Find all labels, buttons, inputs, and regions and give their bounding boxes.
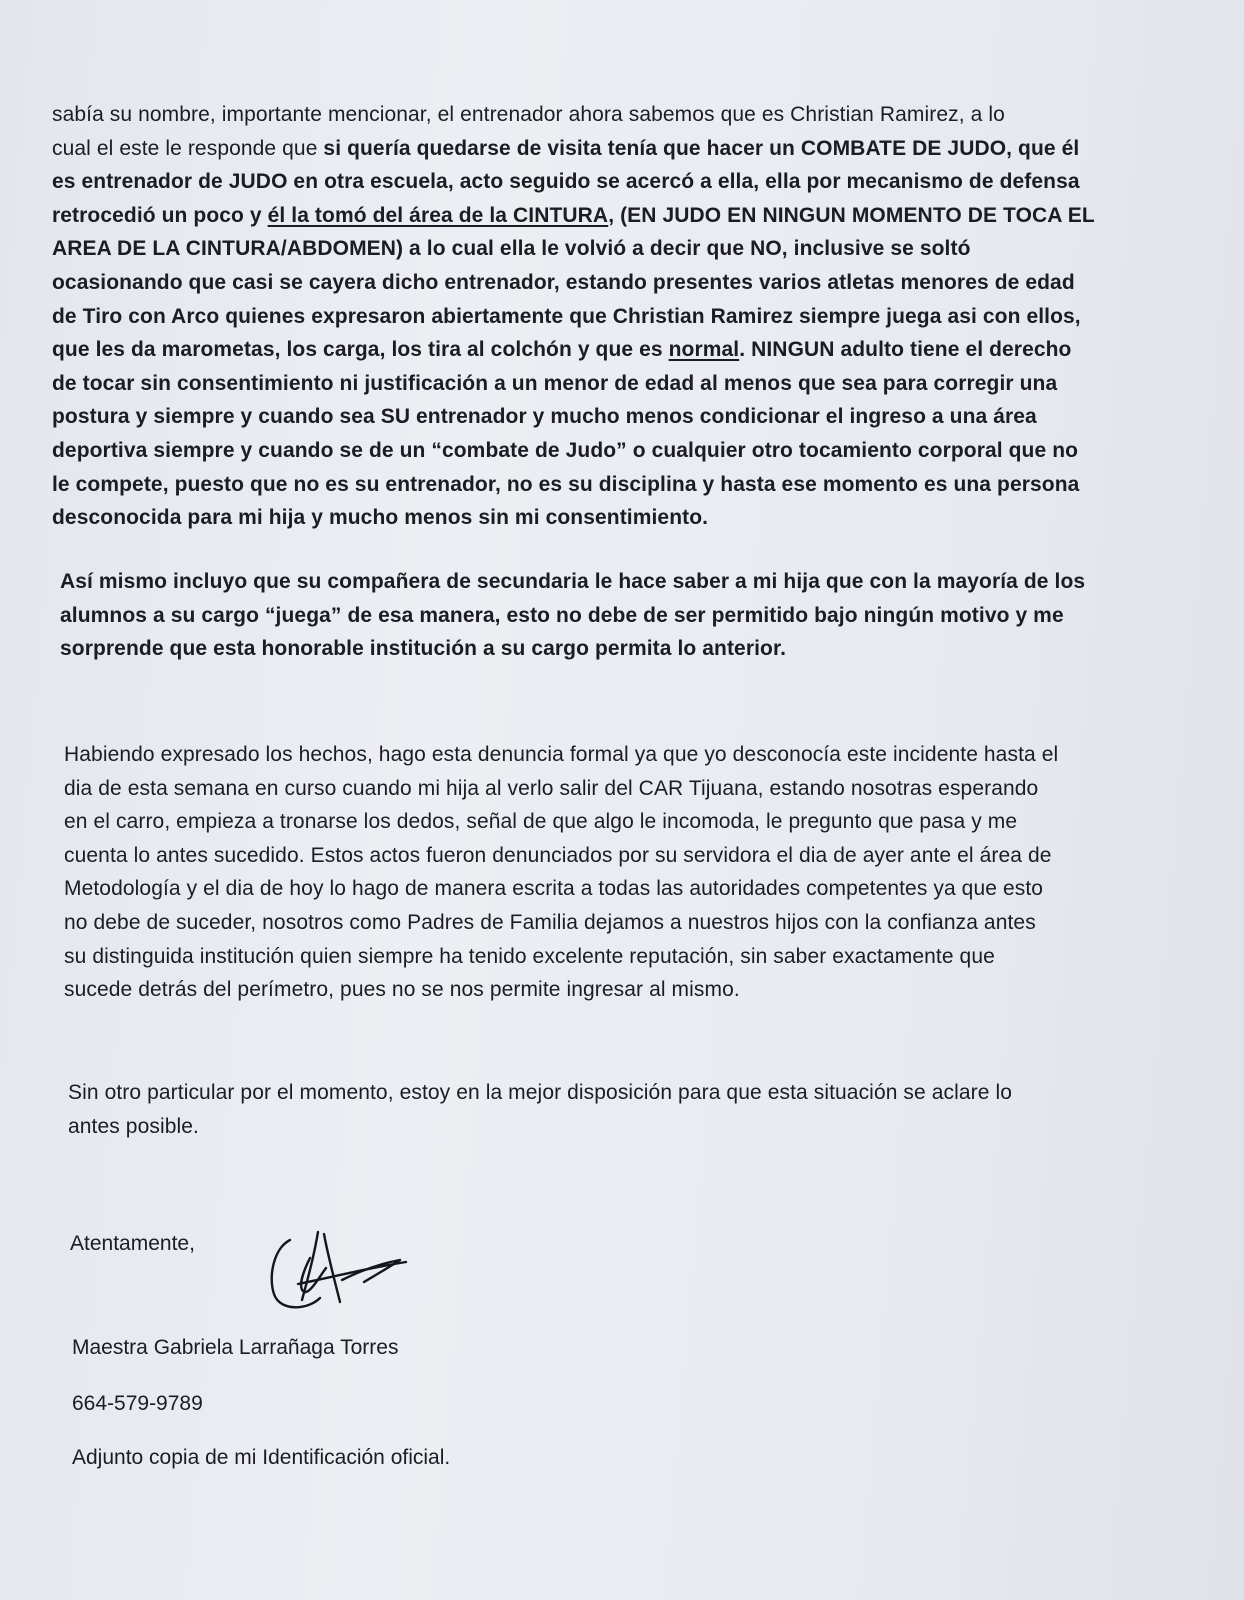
text-line: Así mismo incluyo que su compañera de secundaria le hace saber a mi hija que con la mayoría de los [60,570,1086,593]
text-line: AREA DE LA CINTURA/ABDOMEN) a lo cual ella le volvió a decir que NO, inclusive se soltó [52,237,971,261]
text-line: deportiva siempre y cuando se de un “combate de Judo” o cualquier otro tocamiento corporal que no [52,438,1079,462]
text-line: en el carro, empieza a tronarse los dedos, señal de que algo le incomoda, le pregunto que pasa y me [64,810,1018,834]
text-line: cual el este le responde que si quería quedarse de visita tenía que hacer un COMBATE DE JUDO, que él [52,136,1080,160]
signer-phone: 664-579-9789 [72,1392,203,1415]
text-line: dia de esta semana en curso cuando mi hija al verlo salir del CAR Tijuana, estando nosotras esperando [64,776,1039,800]
text-line: Metodología y el dia de hoy lo hago de manera escrita a todas las autoridades competentes ya que esto [64,877,1044,901]
text-line: no debe de suceder, nosotros como Padres de Familia dejamos a nuestros hijos con la confianza antes [64,910,1036,934]
text-line: Sin otro particular por el momento, estoy en la mejor disposición para que esta situación se aclare lo [68,1081,1013,1104]
text-line: cuenta lo antes sucedido. Estos actos fueron denunciados por su servidora el dia de ayer ante el área de [64,843,1052,867]
signer-name: Maestra Gabriela Larrañaga Torres [72,1336,399,1359]
text-line: desconocida para mi hija y mucho menos sin mi consentimiento. [52,506,709,530]
text-line: ocasionando que casi se cayera dicho entrenador, estando presentes varios atletas menores de edad [52,270,1075,294]
text-line: retrocedió un poco y él la tomó del área de la CINTURA, (EN JUDO EN NINGUN MOMENTO DE TOCA EL [52,203,1095,227]
signature-image [268,1228,418,1318]
text-line: que les da marometas, los carga, los tira al colchón y que es normal. NINGUN adulto tiene el derecho [52,338,1072,362]
paragraph-additional-info [60,565,1085,666]
text-line: de tocar sin consentimiento ni justificación a un menor de edad al menos que sea para corregir una [52,371,1058,395]
paragraph-closing-remark [68,1076,1012,1143]
text-line: es entrenador de JUDO en otra escuela, acto seguido se acercó a ella, ella por mecanismo de defensa [52,170,1080,194]
text-line: alumnos a su cargo “juega” de esa manera, esto no debe de ser permitido bajo ningún motivo y me [60,603,1064,627]
text-line: Habiendo expresado los hechos, hago esta denuncia formal ya que yo desconocía este incidente hasta el [64,743,1059,766]
text-line: sucede detrás del perímetro, pues no se nos permite ingresar al mismo. [64,978,740,1002]
paragraph-incident-description [52,98,1095,535]
paragraph-formal-complaint [64,738,1058,1007]
text-line: antes posible. [68,1114,199,1138]
text-line: sabía su nombre, importante mencionar, el entrenador ahora sabemos que es Christian Ramirez, a lo [52,103,1005,126]
closing-salutation: Atentamente, [70,1232,195,1255]
text-line: de Tiro con Arco quienes expresaron abiertamente que Christian Ramirez siempre juega asi con ellos, [52,304,1081,328]
text-line: le compete, puesto que no es su entrenador, no es su disciplina y hasta ese momento es una persona [52,472,1080,496]
text-line: sorprende que esta honorable institución a su cargo permita lo anterior. [60,637,787,661]
text-line: postura y siempre y cuando sea SU entrenador y mucho menos condicionar el ingreso a una área [52,405,1037,429]
attachment-note: Adjunto copia de mi Identificación oficial. [72,1446,451,1469]
text-line: su distinguida institución quien siempre ha tenido excelente reputación, sin saber exactamente que [64,944,995,968]
